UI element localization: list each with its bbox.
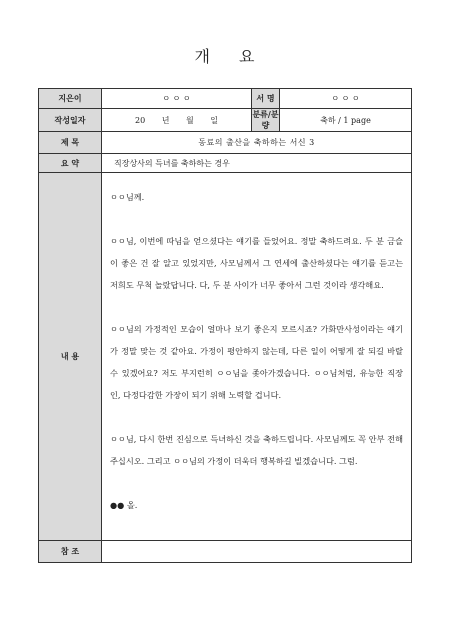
content-label: 내 용 bbox=[39, 173, 102, 541]
summary-label: 요 약 bbox=[39, 154, 102, 173]
letter-paragraph-3: ㅇㅇ님, 다시 한번 진심으로 득녀하신 것을 축하드립니다. 사모님께도 꼭 안부 전해주십시오. 그리고 ㅇㅇ님의 가정이 더욱더 행복하길 빌겠습니다. 그럼. bbox=[110, 434, 403, 466]
page-title: 개 요 bbox=[194, 47, 256, 66]
subject-row bbox=[39, 132, 412, 154]
content-body bbox=[102, 173, 412, 541]
author-value: ㅇ ㅇ ㅇ bbox=[102, 89, 252, 109]
letter-signoff: ●● 올. bbox=[110, 500, 138, 510]
sign-value: ㅇ ㅇ ㅇ bbox=[280, 89, 412, 109]
category-label: 분류/분량 bbox=[252, 109, 279, 130]
author-row bbox=[39, 89, 412, 109]
date-value: 20 년 월 일 bbox=[102, 109, 252, 132]
author-label: 지은이 bbox=[39, 89, 102, 109]
subject-label: 제 목 bbox=[39, 132, 102, 154]
reference-label: 참 조 bbox=[39, 541, 102, 563]
sign-label: 서 명 bbox=[252, 89, 280, 109]
letter-paragraph-2: ㅇㅇ님의 가정적인 모습이 얼마나 보기 좋은지 모르시죠? 가화만사성이라는 얘기가 정말 맞는 것 같아요. 가정이 평안하지 않는데, 다른 일이 어떻게 잘 되길 바랄 수 있겠어요? 저도 부지런히 ㅇㅇ님을 좇아가겠습니다. ㅇㅇ님처럼, 유능한 직장인, 다정다감한 가장이 되기 위해 노력할 겁니다. bbox=[110, 324, 403, 400]
letter-greeting: ㅇㅇ님께. bbox=[110, 192, 145, 202]
date-row bbox=[39, 109, 412, 132]
subject-value: 동료의 출산을 축하하는 서신 3 bbox=[102, 132, 412, 154]
content-row bbox=[39, 173, 412, 541]
summary-form-table bbox=[38, 88, 412, 563]
letter-paragraph-1: ㅇㅇ님, 이번에 따님을 얻으셨다는 얘기를 들었어요. 정말 축하드려요. 두 분 금슬이 좋은 건 잘 알고 있었지만, 사모님께서 그 연세에 출산하셨다는 얘기를 듣고는 저희도 무척 놀랐답니다. 다, 두 분 사이가 너무 좋아서 그런 것이라 생각해요. bbox=[110, 236, 403, 290]
summary-value: 직장상사의 득녀를 축하하는 경우 bbox=[102, 154, 412, 173]
reference-value bbox=[102, 541, 412, 563]
date-label: 작성일자 bbox=[39, 109, 102, 132]
category-value: 축하 / 1 page bbox=[280, 109, 412, 132]
summary-row bbox=[39, 154, 412, 173]
reference-row bbox=[39, 541, 412, 563]
